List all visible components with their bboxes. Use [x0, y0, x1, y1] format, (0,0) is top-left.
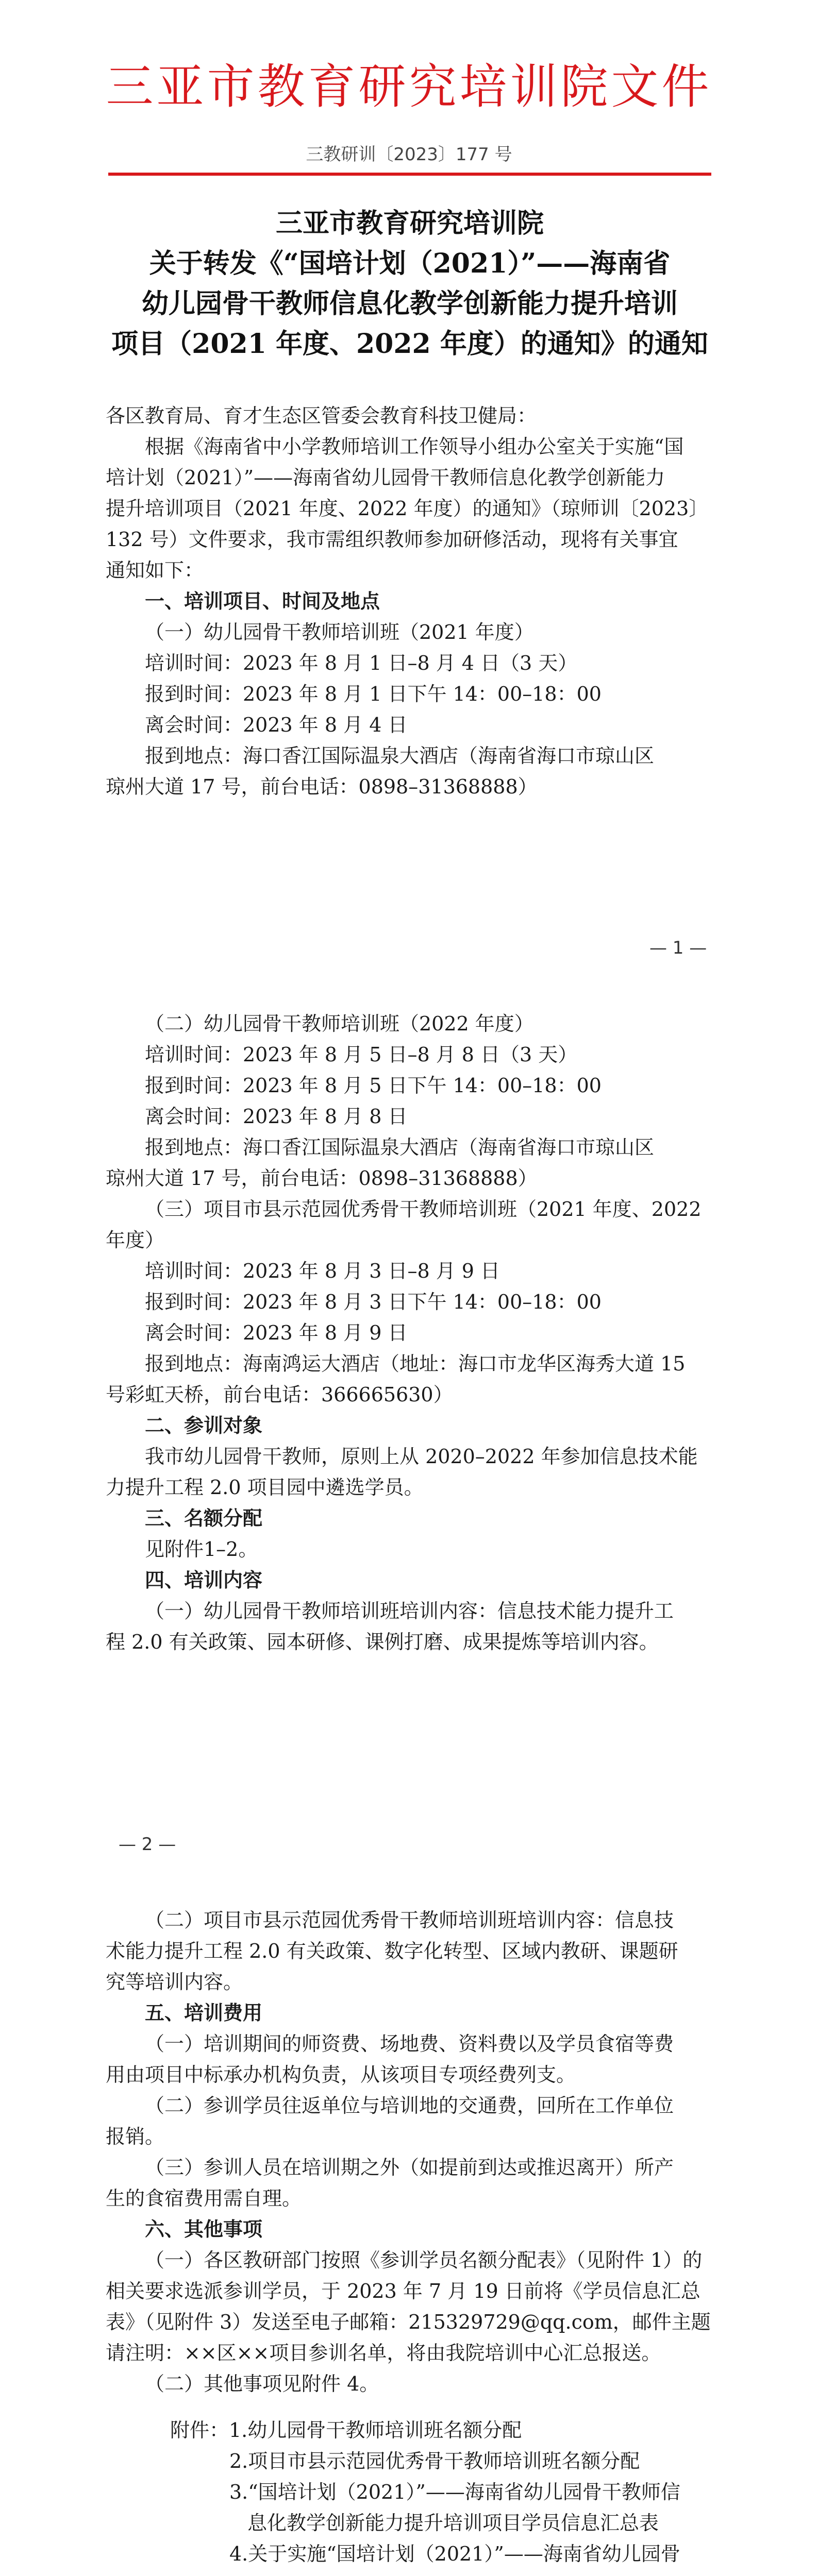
body-line: （二）参训学员往返单位与培训地的交通费，回所在工作单位 — [145, 2094, 674, 2117]
body-line: （二）项目市县示范园优秀骨干教师培训班培训内容：信息技 — [145, 1909, 674, 1931]
body-line: （一）幼儿园骨干教师培训班（2021 年度） — [145, 621, 534, 643]
body-line: 报到时间：2023 年 8 月 3 日下午 14：00–18：00 — [145, 1291, 602, 1313]
body-line: 离会时间：2023 年 8 月 9 日 — [145, 1321, 408, 1344]
body-line: 培训时间：2023 年 8 月 5 日–8 月 8 日（3 天） — [145, 1043, 578, 1066]
body-line: 报销。 — [106, 2125, 165, 2148]
doc-title-line-3: 幼儿园骨干教师信息化教学创新能力提升培训 — [141, 288, 678, 319]
body-line: 培训时间：2023 年 8 月 1 日–8 月 4 日（3 天） — [145, 652, 578, 674]
body-line: 我市幼儿园骨干教师，原则上从 2020–2022 年参加信息技术能 — [145, 1445, 698, 1468]
body-line: 离会时间：2023 年 8 月 8 日 — [145, 1105, 408, 1128]
body-line: 力提升工程 2.0 项目园中遴选学员。 — [106, 1476, 424, 1499]
body-line: （三）项目市县示范园优秀骨干教师培训班（2021 年度、2022 — [145, 1198, 702, 1221]
section-heading-1: 一、培训项目、时间及地点 — [145, 590, 380, 613]
attachment-2: 2.项目市县示范园优秀骨干教师培训班名额分配 — [229, 2450, 640, 2472]
body-line: 培计划（2021）”——海南省幼儿园骨干教师信息化教学创新能力 — [106, 466, 665, 489]
document-header-title: 三亚市教育研究培训院文件 — [106, 59, 712, 114]
body-line: 培训时间：2023 年 8 月 3 日–8 月 9 日 — [145, 1260, 500, 1282]
body-line: 报到时间：2023 年 8 月 5 日下午 14：00–18：00 — [145, 1074, 602, 1097]
body-line: 报到地点：海口香江国际温泉大酒店（海南省海口市琼山区 — [145, 1136, 655, 1159]
section-heading-3: 三、名额分配 — [145, 1507, 263, 1530]
body-line: 提升培训项目（2021 年度、2022 年度）的通知》（琼师训〔2023〕 — [106, 497, 709, 520]
body-line: 琼州大道 17 号，前台电话：0898–31368888） — [106, 775, 538, 798]
document-number: 三教研训〔2023〕177 号 — [306, 144, 512, 165]
body-line: （二）其他事项见附件 4。 — [145, 2372, 379, 2395]
body-line: 报到地点：海口香江国际温泉大酒店（海南省海口市琼山区 — [145, 744, 655, 767]
body-line: 通知如下： — [106, 559, 204, 582]
body-line: 离会时间：2023 年 8 月 4 日 — [145, 714, 408, 736]
body-line: 号彩虹天桥，前台电话：366665630） — [106, 1383, 453, 1406]
body-line: 报到地点：海南鸿运大酒店（地址：海口市龙华区海秀大道 15 — [145, 1352, 686, 1375]
body-line: 报到时间：2023 年 8 月 1 日下午 14：00–18：00 — [145, 683, 602, 705]
attachment-1: 附件：1.幼儿园骨干教师培训班名额分配 — [170, 2419, 522, 2442]
body-line: （二）幼儿园骨干教师培训班（2022 年度） — [145, 1012, 534, 1035]
body-line: （一）各区教研部门按照《参训学员名额分配表》（见附件 1）的 — [145, 2249, 703, 2272]
body-line: 表》（见附件 3）发送至电子邮箱：215329729@qq.com，邮件主题 — [106, 2311, 711, 2333]
attachment-3: 3.“国培计划（2021）”——海南省幼儿园骨干教师信 — [229, 2481, 680, 2503]
doc-title-issuer: 三亚市教育研究培训院 — [275, 208, 544, 239]
header-red-rule — [108, 173, 711, 176]
body-line: 年度） — [106, 1229, 165, 1251]
attachment-4: 4.关于实施“国培计划（2021）”——海南省幼儿园骨 — [229, 2543, 680, 2565]
addressee: 各区教育局、育才生态区管委会教育科技卫健局： — [106, 404, 537, 427]
body-line: 术能力提升工程 2.0 有关政策、数字化转型、区域内教研、课题研 — [106, 1940, 678, 1962]
body-line: 琼州大道 17 号，前台电话：0898–31368888） — [106, 1167, 538, 1190]
body-line: 请注明：××区××项目参训名单，将由我院培训中心汇总报送。 — [106, 2342, 661, 2364]
body-line: 132 号）文件要求，我市需组织教师参加研修活动，现将有关事宜 — [106, 528, 678, 551]
page-number: — 2 — — [119, 1834, 176, 1855]
section-heading-4: 四、培训内容 — [145, 1569, 263, 1591]
section-heading-6: 六、其他事项 — [145, 2218, 263, 2241]
section-heading-5: 五、培训费用 — [145, 2002, 263, 2024]
body-line: （一）培训期间的师资费、场地费、资料费以及学员食宿等费 — [145, 2032, 674, 2055]
body-line: 程 2.0 有关政策、园本研修、课例打磨、成果提炼等培训内容。 — [106, 1631, 659, 1653]
body-line: （三）参训人员在培训期之外（如提前到达或推迟离开）所产 — [145, 2156, 674, 2179]
body-line: 生的食宿费用需自理。 — [106, 2187, 302, 2210]
page-number: — 1 — — [649, 938, 707, 958]
attachment-3-cont: 息化教学创新能力提升培训项目学员信息汇总表 — [247, 2512, 659, 2534]
doc-title-line-4: 项目（2021 年度、2022 年度）的通知》的通知 — [111, 328, 708, 360]
body-line: 用由项目中标承办机构负责，从该项目专项经费列支。 — [106, 2063, 576, 2086]
body-line: 相关要求选派参训学员，于 2023 年 7 月 19 日前将《学员信息汇总 — [106, 2280, 700, 2302]
body-line: （一）幼儿园骨干教师培训班培训内容：信息技术能力提升工 — [145, 1600, 674, 1622]
doc-title-line-2: 关于转发《“国培计划（2021）”——海南省 — [149, 248, 671, 279]
body-line: 见附件1–2。 — [145, 1538, 258, 1561]
section-heading-2: 二、参训对象 — [145, 1414, 263, 1437]
body-line: 究等培训内容。 — [106, 1971, 243, 1993]
body-line: 根据《海南省中小学教师培训工作领导小组办公室关于实施“国 — [145, 435, 684, 458]
